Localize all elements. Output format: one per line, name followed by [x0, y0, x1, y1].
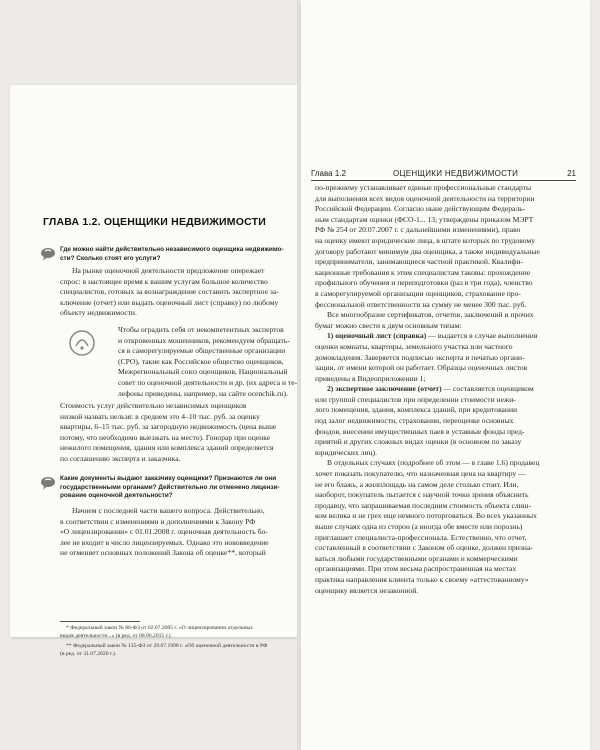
running-head-title: ОЦЕНЩИКИ НЕДВИЖИМОСТИ: [393, 169, 519, 178]
paragraph-prices: Стоимость услуг действительно независимых оценщиков низкой назвать нельзя: в среднем это 4–10 тыс. руб. за оценку квартиры, 6–15 тыс. руб. за загородную недвижимость (цена выше потому, что необходимо выезжать на место). Гонорар при оценке нежилого помещения, здания или комплекса зданий определяется по соглашению эксперта и заказчика.: [60, 401, 277, 463]
left-page: [10, 85, 299, 657]
list-item-2: 2) экспертное заключение (отчет) — составляется оценщиком: [327, 384, 534, 394]
running-head-chapter: Глава 1.2: [311, 169, 346, 178]
paragraph-licensing: Начнем с последней части вашего вопроса. Действительно, в соответствии с изменениями и дополнениями к Закону РФ «О лицензировании» с 01.01.2008 г. оценочная деятельность бо- лее не входит в число лицензируемых. Однако это нововведение не отменяет основных положений Закона об оценке**, который: [60, 506, 269, 558]
paragraph-sro-advice: Чтобы оградить себя от некомпетентных экспертов и откровенных мошенников, рекомендуем обращать- ся в саморегулируемые общественные организации (СРО), такие как Российское общество оценщиков, Межрегиональный союз оценщиков, Национальный совет по оценочной деятельности и др. (их адреса и те- лефоны приведены, например, на сайте ocenchik.ru).: [118, 325, 298, 398]
list-item-1: 1) оценочный лист (справка) — выдается в случае выполнения: [327, 331, 538, 341]
question-icon: [40, 247, 57, 261]
footnote-1: * Федеральный закон № 80-ФЗ от 02.07.2005 г. «О лицензировании отдельных видов деятельности...» (в ред. от 08.06.2015 г.).: [60, 625, 253, 639]
chapter-title: ГЛАВА 1.2. ОЦЕНЩИКИ НЕДВИЖИМОСТИ: [42, 216, 266, 228]
paragraph-standards: по-прежнему устанавливает единые профессиональные стандарты для выполнения всех видов оценочной деятельности на территории Российской Федерации. Согласно ныне действующим Федераль- ным стандартам оценки (ФСО-1... 13; утверждены приказом МЭРТ РФ № 254 от 20.07.2007 г. с дальнейшими изменениями), право на оценку имеют юридические лица, в штате которых по трудовому договору работают минимум два оценщика, а также индивидуальные предприниматели, занимающиеся частной практикой. Квалифи- кационные требования к этим специалистам таковы: прохождение профильного обучения и переподготовки (раз в три года), членство в саморегулируемой организации оценщиков, страхование про- фессиональной ответственности на сумму не менее 300 тыс. руб. Все многообразие сертификатов, отчетов, заключений и прочих бумаг можно свести к двум основным типам: 1) оценочный лист (справка) — выдается в случае выполнения оценки комнаты, квартиры, земельного участка или частного домовладения. Заверяется подписью эксперта и печатью органи- зации, от имени которой он работает. Образцы оценочных листов приведены в Видеоприложении 1; 2) экспертное заключение (отчет) — составляется оценщиком или группой специалистов при определении стоимости нежи- лого помещения, здания, комплекса зданий, при кредитовании под залог недвижимости, страховании, переоценке основных фондов, внесении имущественных паев в уставные фонды пред- приятий и других сложных видах оценки (в основном по заказу юридических лиц). В отдельных случаях (подробнее об этом — в главе 1.6) продавец хочет показать покупателю, что назначенная цена на квартиру — не его блажь, а жилплощадь на самом деле столько стоит. Или, наоборот, покупатель пытается с научной точки зрения объяснить продавцу, что запрашиваемая последним стоимость объекта слиш- ком велика и не грех еще немного поторговаться. Во всех указанных выше случаях одна из сторон (а иногда обе вместе или порознь) приглашает специалиста-профессионала. Естественно, что отчет, составленный в соответствии с Законом об оценке, должен призна- ваться любыми государственными органами и коммерческими организациями. При этом весьма распространенная на местах практика направления клиента только к своему «аттестованному» оценщику является незаконной.: [315, 183, 577, 596]
footnote-2: ** Федеральный закон № 135-ФЗ от 29.07.1998 г. «Об оценочной деятельности в РФ (в ред. от 31.07.2020 г.).: [60, 643, 268, 657]
question-icon: [40, 476, 57, 490]
paragraph-supply: На рынке оценочной деятельности предложение опережает спрос: в настоящее время к вашим услугам большое количество специалистов, готовых за вознаграждение составить экспертное за- ключение (отчет) или выдать оценочный лист (справку) по любому объекту недвижимости.: [60, 266, 279, 318]
question-2: Какие документы выдают заказчику оценщики? Признаются ли они государственными органами? Действительно ли отменено лицензи- рование оценочной деятельности?: [60, 475, 280, 500]
question-1: Где можно найти действительно независимого оценщика недвижимо- сти? Сколько стоят его услуги?: [60, 246, 284, 262]
page-number: 21: [567, 169, 576, 178]
right-page: [301, 0, 590, 750]
running-head: [311, 169, 576, 181]
footnote-rule: [60, 621, 140, 622]
